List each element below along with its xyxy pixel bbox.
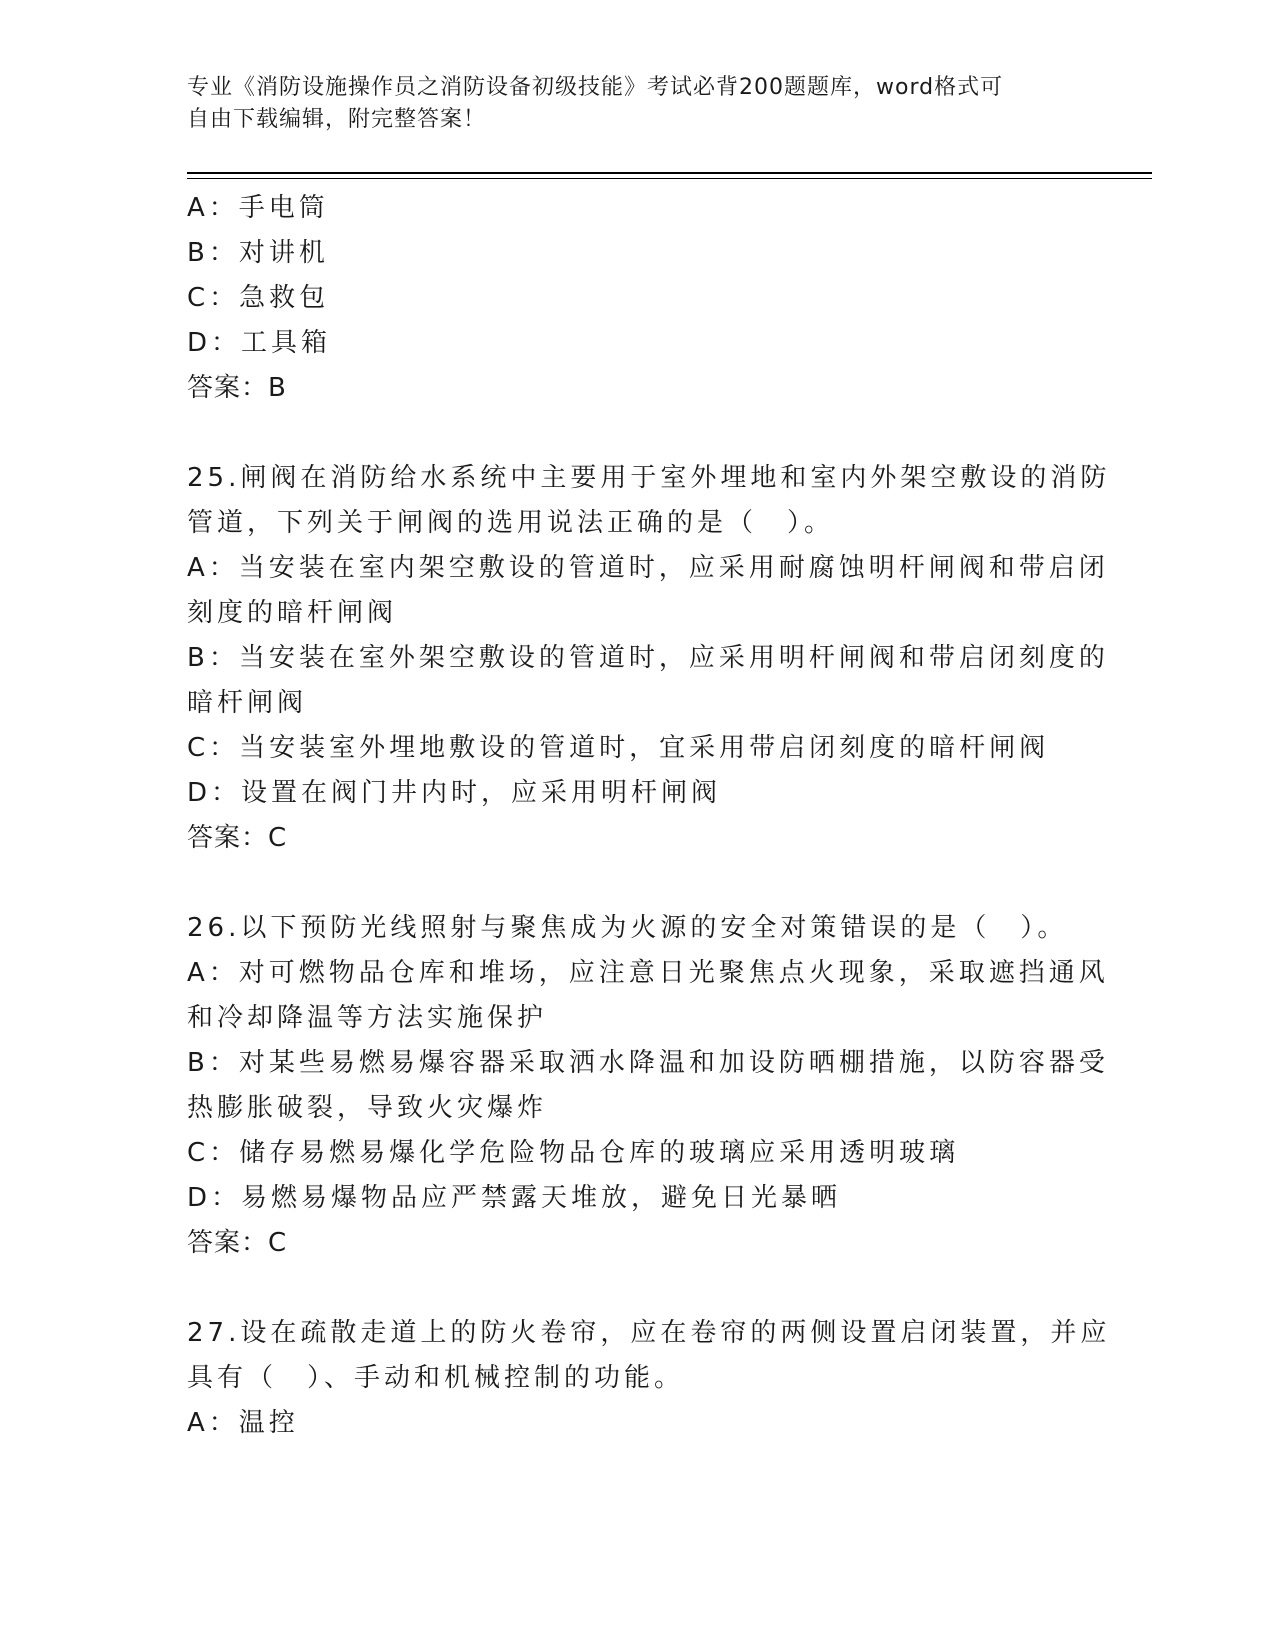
question-stem: 管道，下列关于闸阀的选用说法正确的是（ ）。 [187, 508, 835, 538]
answer-line: 答案：C [187, 823, 288, 853]
option-a-cont: 刻度的暗杆闸阀 [187, 598, 398, 628]
question-stem: 27.设在疏散走道上的防火卷帘，应在卷帘的两侧设置启闭装置，并应 [187, 1318, 1111, 1348]
answer-line: 答案：C [187, 1228, 288, 1258]
question-25 [187, 456, 1111, 861]
option-c: C：当安装室外埋地敷设的管道时，宜采用带启闭刻度的暗杆闸阀 [187, 733, 1050, 763]
option-d: D：易燃易爆物品应严禁露天堆放，避免日光暴晒 [187, 1183, 842, 1213]
document-header [187, 72, 1067, 136]
question-stem: 26.以下预防光线照射与聚焦成为火源的安全对策错误的是（ ）。 [187, 913, 1068, 943]
option-c: C：急救包 [187, 283, 330, 313]
question-stem: 25.闸阀在消防给水系统中主要用于室外埋地和室内外架空敷设的消防 [187, 463, 1111, 493]
header-line-2: 自由下载编辑，附完整答案！ [187, 107, 487, 132]
spacer [187, 411, 1087, 456]
option-a: A：当安装在室内架空敷设的管道时，应采用耐腐蚀明杆闸阀和带启闭 [187, 553, 1109, 583]
carryover-question [187, 186, 1087, 411]
option-a: A：温控 [187, 1408, 299, 1438]
answer-line: 答案：B [187, 373, 287, 403]
option-b: B：对讲机 [187, 238, 329, 268]
option-a: A：对可燃物品仓库和堆场，应注意日光聚焦点火现象，采取遮挡通风 [187, 958, 1109, 988]
option-a: A：手电筒 [187, 193, 329, 223]
question-26 [187, 906, 1109, 1266]
header-divider-thin [187, 178, 1152, 179]
option-c: C：储存易燃易爆化学危险物品仓库的玻璃应采用透明玻璃 [187, 1138, 960, 1168]
spacer [187, 1266, 1087, 1311]
option-b-cont: 热膨胀破裂，导致火灾爆炸 [187, 1093, 548, 1123]
header-divider-thick [187, 172, 1152, 174]
question-stem: 具有（ ）、手动和机械控制的功能。 [187, 1363, 685, 1393]
header-line-1: 专业《消防设施操作员之消防设备初级技能》考试必背200题题库，word格式可 [187, 75, 1004, 100]
question-27 [187, 1311, 1111, 1446]
option-d: D：工具箱 [187, 328, 332, 358]
question-content [187, 186, 1111, 1446]
option-d: D：设置在阀门井内时，应采用明杆闸阀 [187, 778, 722, 808]
option-b: B：当安装在室外架空敷设的管道时，应采用明杆闸阀和带启闭刻度的 [187, 643, 1109, 673]
spacer [187, 861, 1087, 906]
option-a-cont: 和冷却降温等方法实施保护 [187, 1003, 548, 1033]
option-b-cont: 暗杆闸阀 [187, 688, 308, 718]
option-b: B：对某些易燃易爆容器采取洒水降温和加设防晒棚措施，以防容器受 [187, 1048, 1109, 1078]
